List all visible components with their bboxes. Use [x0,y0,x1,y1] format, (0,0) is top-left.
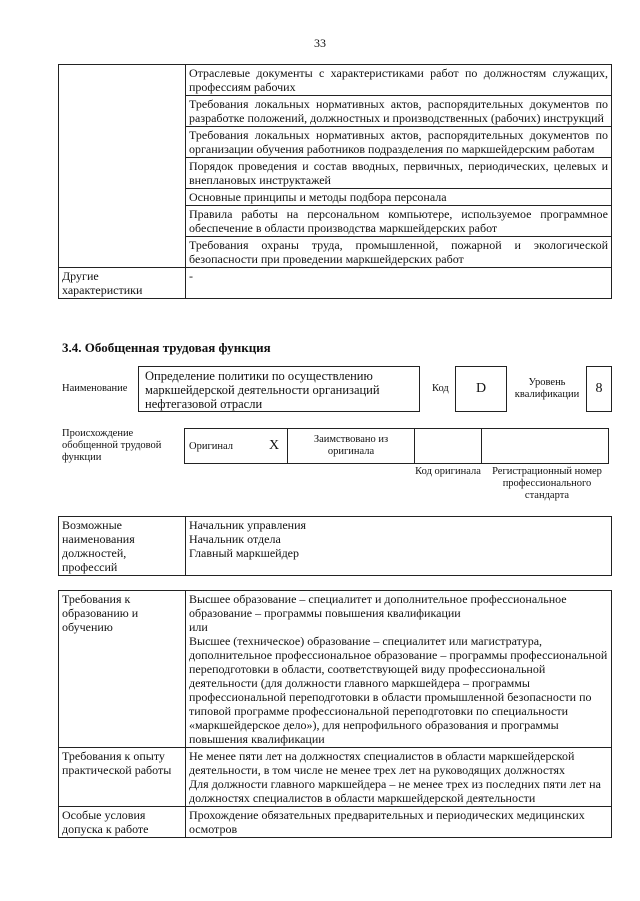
original-label: Оригинал [185,429,266,464]
other-characteristics-value: - [186,268,612,299]
section-title: 3.4. Обобщенная трудовая функция [62,340,271,355]
knowledge-item: Правила работы на персональном компьютере, используемое программное обеспечение в области производства маркшейдерских работ [186,206,612,237]
origin-table [184,428,609,464]
knowledge-item: Требования локальных нормативных актов, распорядительных документов по разработке положений, должностных и производственных (рабочих) инструкций [186,96,612,127]
education-line: или [189,620,208,634]
empty-label-cell [59,65,186,268]
other-characteristics-label: Другие характеристики [59,268,186,299]
experience-value [186,748,612,807]
page-number: 33 [314,36,326,50]
requirements-table [58,590,612,838]
admission-label: Особые условия допуска к работе [59,807,186,838]
reg-number-cell [482,429,609,464]
experience-line: Не менее пяти лет на должностях специалистов в области маркшейдерской деятельности, в том числе не менее трех лет на руководящих должностях [189,749,575,777]
position-item: Начальник отдела [189,532,281,546]
position-item: Главный маркшейдер [189,546,300,560]
original-code-cell [415,429,482,464]
experience-label: Требования к опыту практической работы [59,748,186,807]
positions-table [58,516,612,576]
name-label: Наименование [62,383,128,394]
knowledge-item: Порядок проведения и состав вводных, первичных, периодических, целевых и внеплановых инструктажей [186,158,612,189]
education-value [186,591,612,748]
admission-value [186,807,612,838]
knowledge-item: Требования охраны труда, промышленной, пожарной и экологической безопасности при проведении маркшейдерских работ [186,237,612,268]
code-caption: Код оригинала [415,466,481,477]
origin-label: Происхождение обобщенной трудовой функции [62,428,162,463]
positions-label: Возможные наименования должностей, профессий [59,517,186,576]
function-code-box: D [455,366,507,412]
knowledge-item: Отраслевые документы с характеристиками работ по должностям служащих, профессиям рабочих [186,65,612,96]
knowledge-item: Требования локальных нормативных актов, распорядительных документов по организации обучения работников подразделения по маркшейдерским работам [186,127,612,158]
function-level-box: 8 [586,366,612,412]
function-name-box: Определение политики по осуществлению маркшейдерской деятельности организаций нефтегазовой отрасли [138,366,420,412]
reg-caption: Регистрационный номер профессионального стандарта [492,466,602,501]
knowledge-item: Основные принципы и методы подбора персонала [186,189,612,206]
level-label: Уровень квалификации [514,377,580,400]
knowledge-table [58,64,612,299]
borrowed-label: Заимствовано из оригинала [288,429,415,464]
experience-line: Для должности главного маркшейдера – не менее трех из последних пяти лет на должностях специалистов в области маркшейдерской деятельности [189,777,601,805]
education-line: Высшее образование – специалитет и дополнительное профессиональное образование – программы повышения квалификации [189,592,567,620]
original-mark: X [265,429,288,464]
education-line: Высшее (техническое) образование – специалитет или магистратура, дополнительное профессиональное образование – программы профессиональной переподготовки в области, соответствующей виду профессиональной деятельности (для должности главного маркшейдера – программы профессиональной переподготовки в области промышленной безопасности по типовой программе профессиональной переподготовки по специальности «маркшейдерское дело»), для непрофильного образования и программы повышения квалификации [189,634,608,746]
admission-line: Прохождение обязательных предварительных и периодических медицинских осмотров [189,808,585,836]
education-label: Требования к образованию и обучению [59,591,186,748]
positions-value [186,517,612,576]
position-item: Начальник управления [189,518,307,532]
code-label: Код [432,383,449,394]
